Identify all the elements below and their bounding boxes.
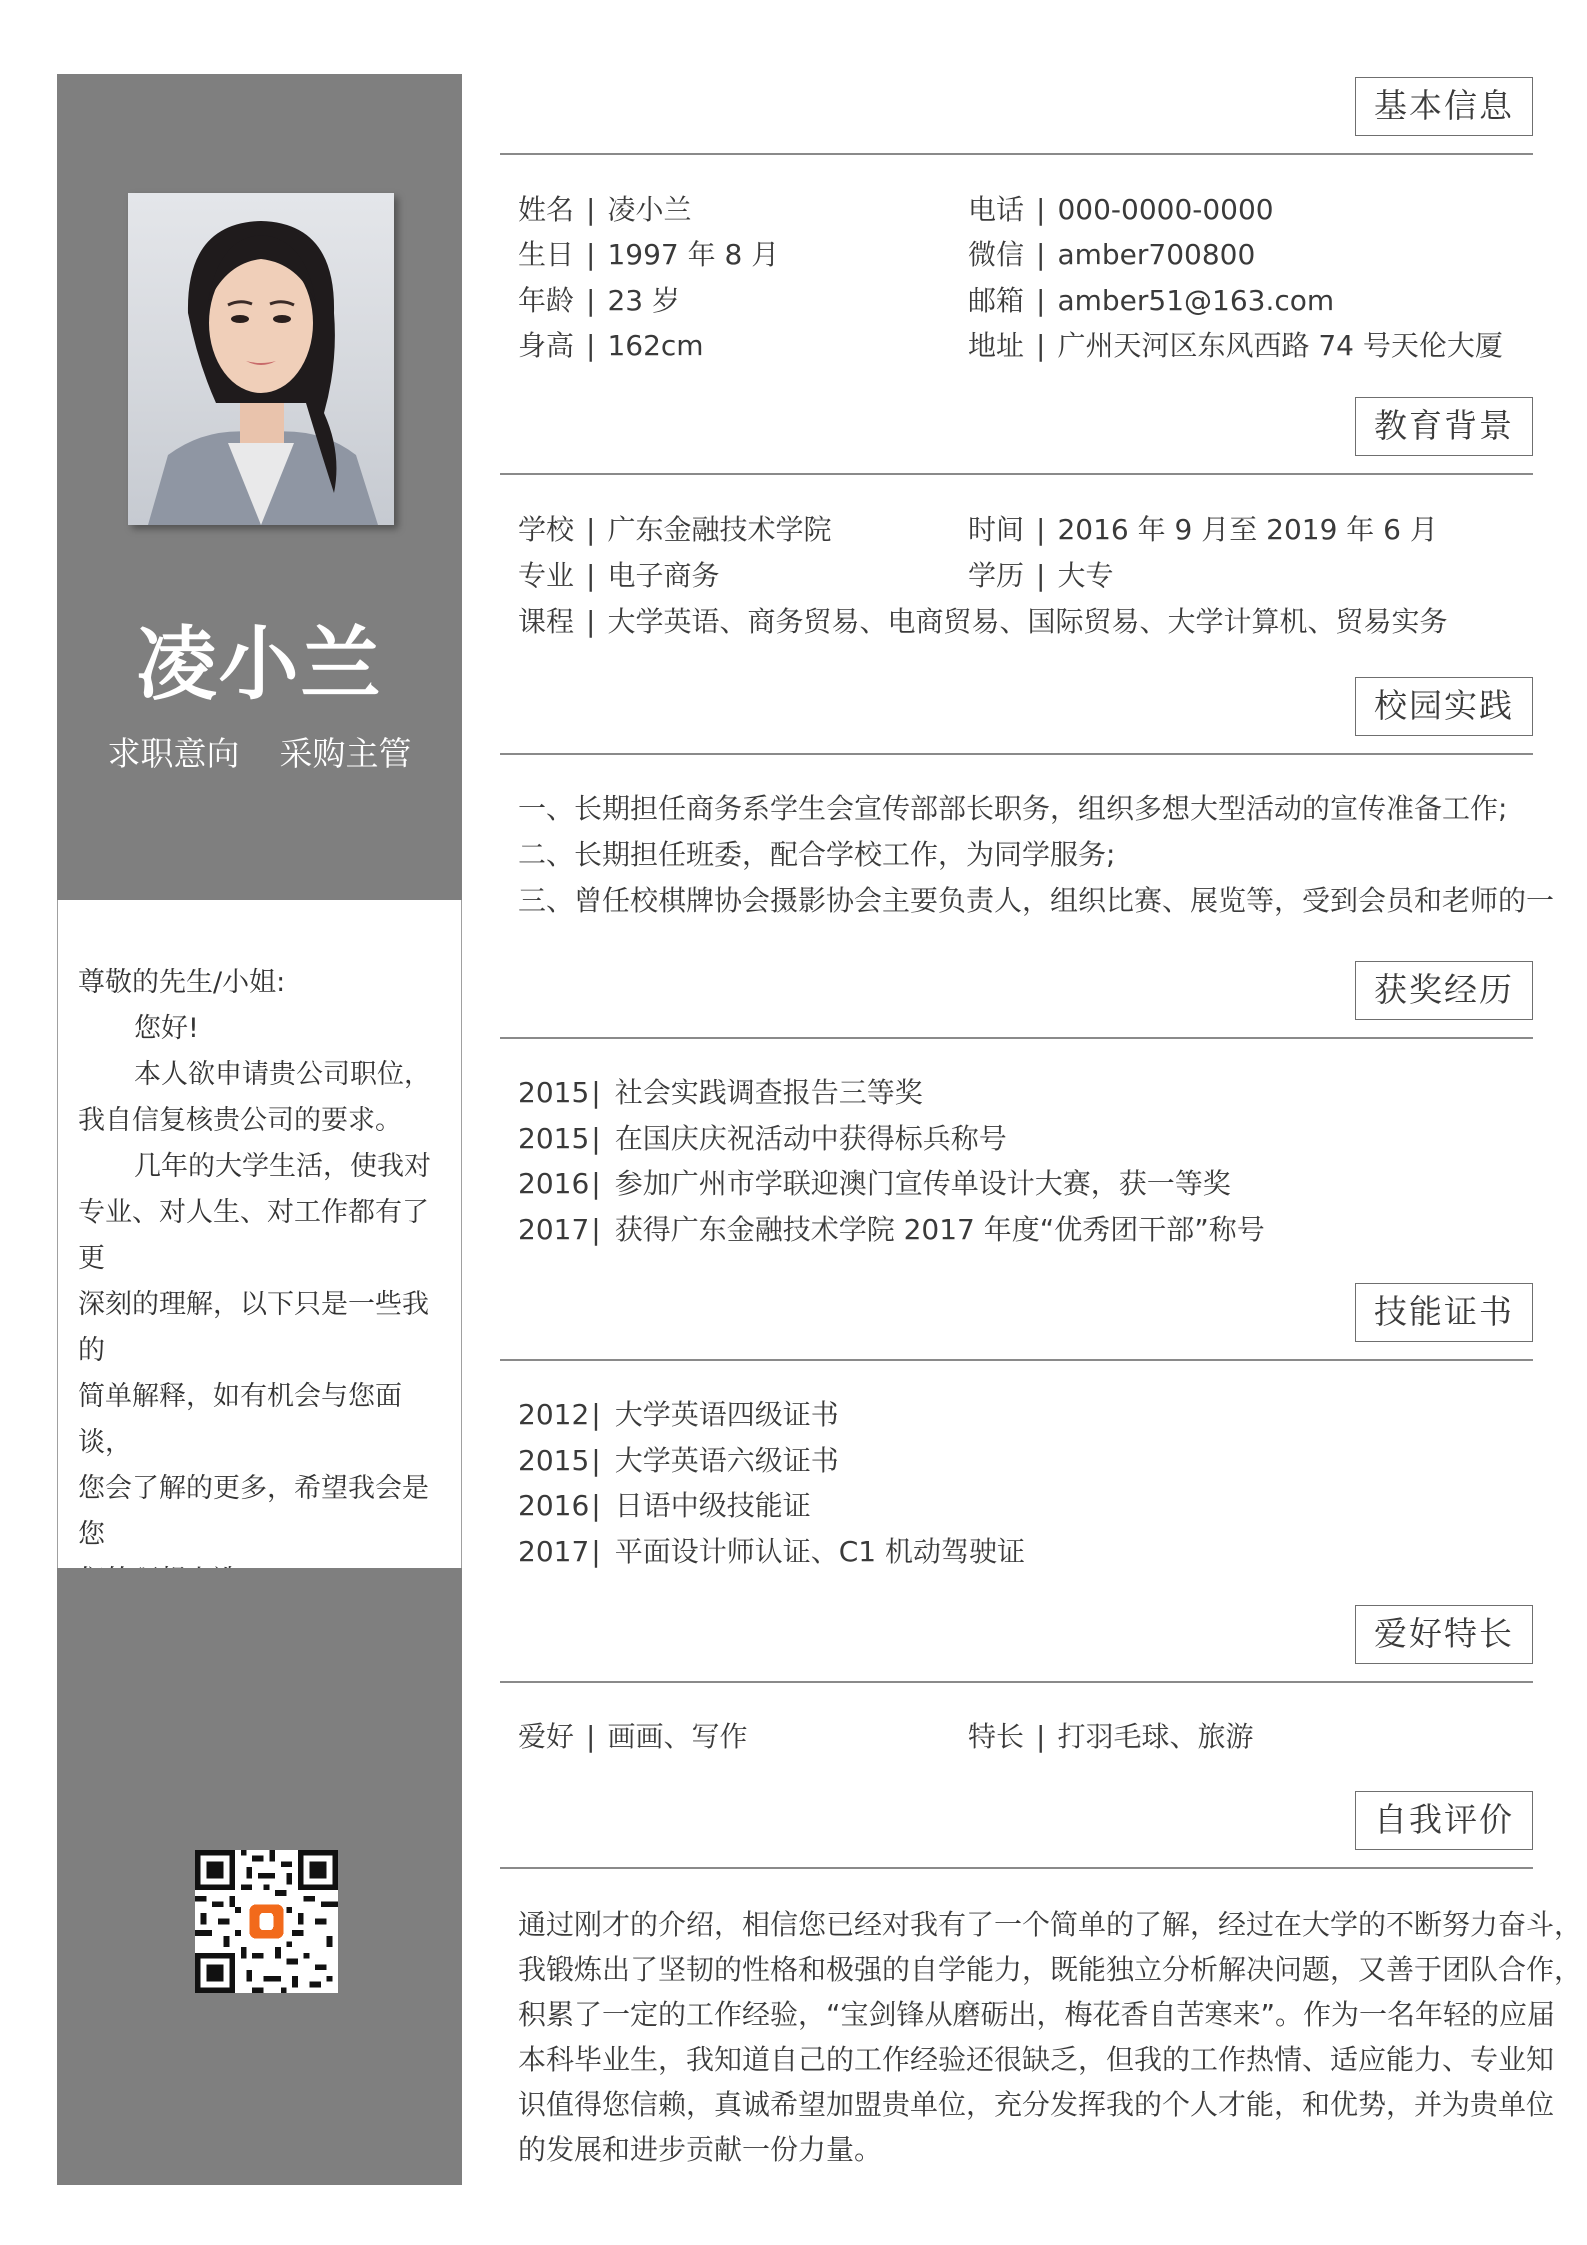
skill-item-3: 2016| 日语中级技能证 (518, 1489, 811, 1522)
section-title-self-eval: 自我评价 (1355, 1791, 1533, 1850)
skill-text: 日语中级技能证 (614, 1489, 811, 1522)
self-eval-paragraph (518, 1902, 1583, 2172)
award-item-3: 2016| 参加广州市学联迎澳门宣传单设计大赛，获一等奖 (518, 1167, 1231, 1200)
award-item-4: 2017| 获得广东金融技术学院 2017 年度“优秀团干部”称号 (518, 1213, 1265, 1246)
letter-p1-line2: 我自信复核贵公司的要求。 (78, 1105, 402, 1136)
divider-campus (500, 753, 1533, 755)
qr-code[interactable] (195, 1850, 338, 1993)
divider-hobbies (500, 1681, 1533, 1683)
talent-key: 特长 (968, 1720, 1025, 1753)
basic-phone-value: 000-0000-0000 (1057, 193, 1274, 226)
letter-p2-line2: 专业、对人生、对工作都有了更 (78, 1197, 429, 1274)
divider-basic (500, 153, 1533, 155)
section-title-skills: 技能证书 (1355, 1283, 1533, 1342)
letter-p2-line4: 简单解释，如有机会与您面谈， (78, 1381, 402, 1458)
section-title-basic: 基本信息 (1355, 77, 1533, 136)
divider-awards (500, 1037, 1533, 1039)
edu-degree-value: 大专 (1057, 559, 1114, 592)
basic-wechat-value: amber700800 (1057, 238, 1256, 271)
self-eval-line: 识值得您信赖，真诚希望加盟贵单位，充分发挥我的个人才能，和优势，并为贵单位 (518, 2088, 1555, 2121)
award-item-2: 2015| 在国庆庆祝活动中获得标兵称号 (518, 1122, 1007, 1155)
basic-height-row: 身高 | 162cm (518, 329, 704, 362)
job-intent-label: 求职意向 (107, 734, 240, 773)
basic-email-key: 邮箱 (968, 284, 1025, 317)
award-text: 获得广东金融技术学院 2017 年度“优秀团干部”称号 (614, 1213, 1265, 1246)
edu-school-key: 学校 (518, 513, 575, 546)
campus-item-3: 三、曾任校棋牌协会摄影协会主要负责人，组织比赛、展览等，受到会员和老师的一 (518, 884, 1555, 917)
skill-item-4: 2017| 平面设计师认证、C1 机动驾驶证 (518, 1535, 1025, 1568)
edu-time-row: 时间 | 2016 年 9 月至 2019 年 6 月 (968, 513, 1438, 546)
divider-education (500, 473, 1533, 475)
award-year: 2015 (518, 1122, 590, 1155)
basic-name-key: 姓名 (518, 193, 575, 226)
letter-p2-line3: 深刻的理解，以下只是一些我的 (78, 1289, 429, 1366)
edu-courses-key: 课程 (518, 605, 575, 638)
section-title-education: 教育背景 (1355, 397, 1533, 456)
skill-year: 2012 (518, 1398, 590, 1431)
cover-letter (57, 900, 462, 1568)
divider-self-eval (500, 1867, 1533, 1869)
skill-item-1: 2012| 大学英语四级证书 (518, 1398, 839, 1431)
skill-item-2: 2015| 大学英语六级证书 (518, 1444, 839, 1477)
basic-age-row: 年龄 | 23 岁 (518, 284, 680, 317)
letter-greeting: 尊敬的先生/小姐: (78, 967, 286, 998)
basic-height-key: 身高 (518, 329, 575, 362)
candidate-name: 凌小兰 (136, 618, 383, 711)
basic-address-value: 广州天河区东风西路 74 号天伦大厦 (1057, 329, 1503, 362)
skill-year: 2017 (518, 1535, 590, 1568)
edu-major-row: 专业 | 电子商务 (518, 559, 720, 592)
self-eval-line: 通过刚才的介绍，相信您已经对我有了一个简单的了解，经过在大学的不断努力奋斗， (518, 1908, 1583, 1941)
skill-text: 大学英语六级证书 (614, 1444, 839, 1477)
hobby-key: 爱好 (518, 1720, 575, 1753)
edu-school-value: 广东金融技术学院 (607, 513, 832, 546)
basic-birthday-value: 1997 年 8 月 (607, 238, 780, 271)
basic-birthday-row: 生日 | 1997 年 8 月 (518, 238, 780, 271)
edu-major-key: 专业 (518, 559, 575, 592)
basic-name-row: 姓名 | 凌小兰 (518, 193, 692, 226)
hobby-row: 爱好 | 画画、写作 (518, 1720, 748, 1753)
letter-p2-line1: 几年的大学生活，使我对 (134, 1151, 431, 1182)
edu-time-key: 时间 (968, 513, 1025, 546)
letter-p2-line5: 您会了解的更多，希望我会是您 (78, 1473, 429, 1550)
basic-name-value: 凌小兰 (607, 193, 692, 226)
edu-courses-value: 大学英语、商务贸易、电商贸易、国际贸易、大学计算机、贸易实务 (607, 605, 1448, 638)
job-intent-value: 采购主管 (279, 734, 412, 773)
basic-address-key: 地址 (968, 329, 1025, 362)
self-eval-line: 本科毕业生，我知道自己的工作经验还很缺乏，但我的工作热情、适应能力、专业知 (518, 2043, 1555, 2076)
award-year: 2015 (518, 1076, 590, 1109)
letter-hello: 您好! (134, 1013, 199, 1044)
award-year: 2016 (518, 1167, 590, 1200)
skill-year: 2015 (518, 1444, 590, 1477)
basic-email-value[interactable]: amber51@163.com (1057, 284, 1335, 317)
divider-skills (500, 1359, 1533, 1361)
section-title-campus: 校园实践 (1355, 677, 1533, 736)
basic-birthday-key: 生日 (518, 238, 575, 271)
edu-school-row: 学校 | 广东金融技术学院 (518, 513, 832, 546)
basic-age-value: 23 岁 (607, 284, 680, 317)
edu-major-value: 电子商务 (607, 559, 720, 592)
campus-item-1: 一、长期担任商务系学生会宣传部部长职务，组织多想大型活动的宣传准备工作; (518, 792, 1508, 825)
award-year: 2017 (518, 1213, 590, 1246)
self-eval-line: 的发展和进步贡献一份力量。 (518, 2133, 883, 2166)
basic-address-row: 地址 | 广州天河区东风西路 74 号天伦大厦 (968, 329, 1503, 362)
edu-degree-key: 学历 (968, 559, 1025, 592)
letter-p1-line1: 本人欲申请贵公司职位， (134, 1059, 431, 1090)
campus-item-2: 二、长期担任班委，配合学校工作，为同学服务; (518, 838, 1116, 871)
basic-phone-key: 电话 (968, 193, 1025, 226)
section-title-hobbies: 爱好特长 (1355, 1605, 1533, 1664)
skill-year: 2016 (518, 1489, 590, 1522)
self-eval-line: 积累了一定的工作经验，“宝剑锋从磨砺出，梅花香自苦寒来”。作为一名年轻的应届 (518, 1998, 1556, 2031)
award-text: 在国庆庆祝活动中获得标兵称号 (614, 1122, 1007, 1155)
basic-wechat-row: 微信 | amber700800 (968, 238, 1256, 271)
skill-text: 平面设计师认证、C1 机动驾驶证 (614, 1535, 1025, 1568)
talent-row: 特长 | 打羽毛球、旅游 (968, 1720, 1254, 1753)
basic-email-row: 邮箱 | amber51@163.com (968, 284, 1335, 317)
award-text: 社会实践调查报告三等奖 (614, 1076, 923, 1109)
section-title-awards: 获奖经历 (1355, 961, 1533, 1020)
basic-wechat-key: 微信 (968, 238, 1025, 271)
award-text: 参加广州市学联迎澳门宣传单设计大赛，获一等奖 (614, 1167, 1231, 1200)
job-intent (57, 728, 462, 775)
hobby-value: 画画、写作 (607, 1720, 748, 1753)
basic-height-value: 162cm (607, 329, 704, 362)
skill-text: 大学英语四级证书 (614, 1398, 839, 1431)
basic-phone-row: 电话 | 000-0000-0000 (968, 193, 1274, 226)
edu-degree-row: 学历 | 大专 (968, 559, 1114, 592)
edu-time-value: 2016 年 9 月至 2019 年 6 月 (1057, 513, 1438, 546)
profile-photo (128, 193, 394, 525)
edu-courses-row: 课程 | 大学英语、商务贸易、电商贸易、国际贸易、大学计算机、贸易实务 (518, 605, 1448, 638)
self-eval-line: 我锻炼出了坚韧的性格和极强的自学能力，既能独立分析解决问题，又善于团队合作， (518, 1953, 1583, 1986)
basic-age-key: 年龄 (518, 284, 575, 317)
award-item-1: 2015| 社会实践调查报告三等奖 (518, 1076, 923, 1109)
talent-value: 打羽毛球、旅游 (1057, 1720, 1254, 1753)
